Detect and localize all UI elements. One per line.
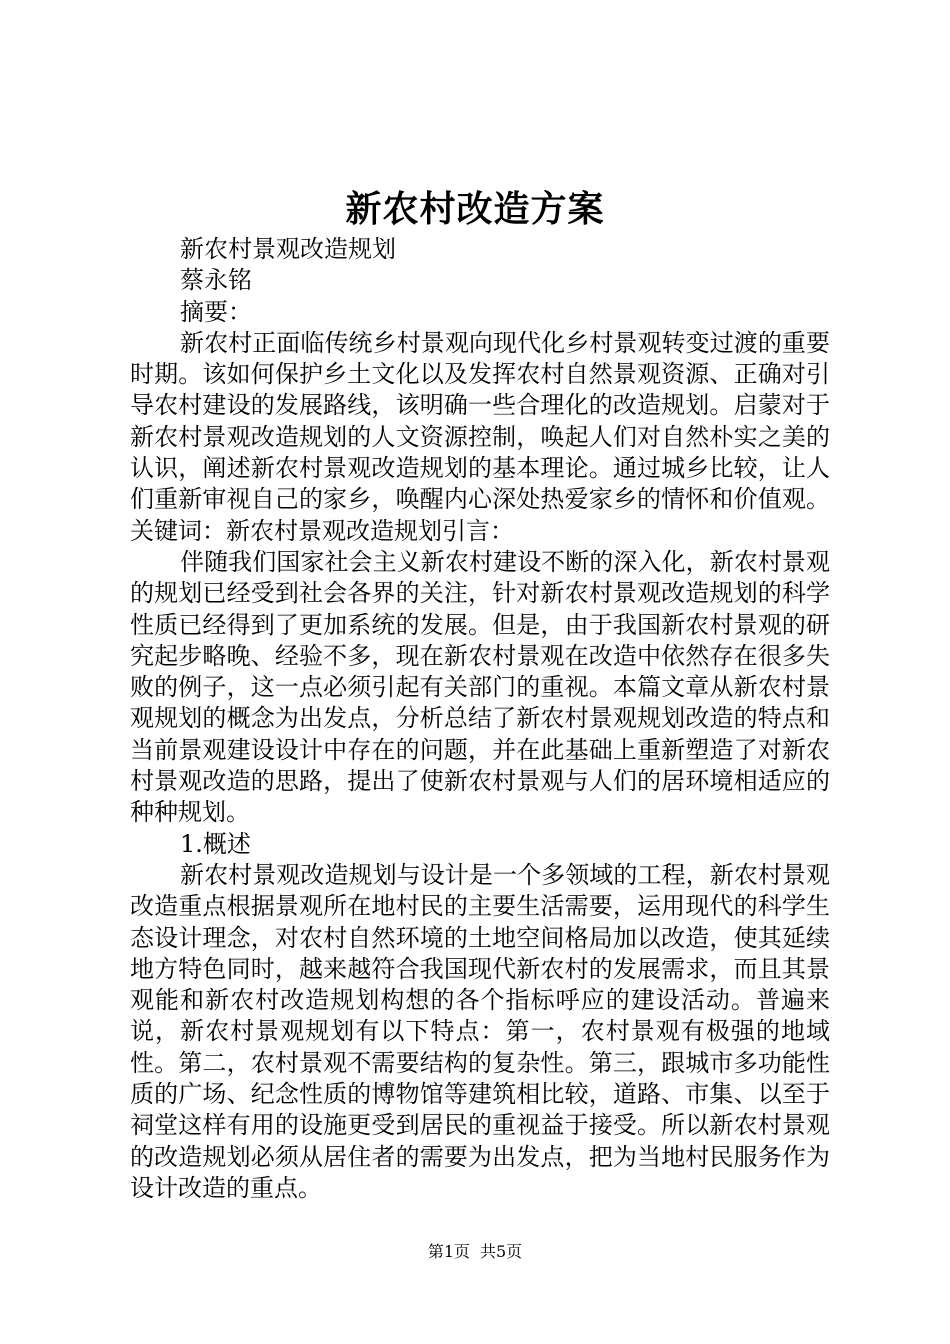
overview-paragraph: 新农村景观改造规划与设计是一个多领域的工程，新农村景观改造重点根据景观所在地村民的主要生活需要，运用现代的科学生态设计理念，对农村自然环境的土地空间格局加以改造，使其延续地方特色同时，越来越符合我国现代新农村的发展需求，而且其景观能和新农村改造规划构想的各个指标呼应的建设活动。普遍来说，新农村景观规划有以下特点：第一，农村景观有极强的地域性。第二，农村景观不需要结构的复杂性。第三，跟城市多功能性质的广场、纪念性质的博物馆等建筑相比较，道路、市集、以至于祠堂这样有用的设施更受到居民的重视益于接受。所以新农村景观的改造规划必须从居住者的需要为出发点，把为当地村民服务作为设计改造的重点。	[130, 860, 830, 1202]
page-number: 第1页	[427, 1242, 470, 1261]
page-footer	[0, 1242, 950, 1262]
abstract-paragraph: 新农村正面临传统乡村景观向现代化乡村景观转变过渡的重要时期。该如何保护乡土文化以及发挥农村自然景观资源、正确对引导农村建设的发展路线，该明确一些合理化的改造规划。启蒙对于新农村景观改造规划的人文资源控制，唤起人们对自然朴实之美的认识，阐述新农村景观改造规划的基本理论。通过城乡比较，让人们重新审视自己的家乡，唤醒内心深处热爱家乡的情怀和价值观。关键词：新农村景观改造规划引言：	[130, 328, 830, 545]
intro-paragraph: 伴随我们国家社会主义新农村建设不断的深入化，新农村景观的规划已经受到社会各界的关注，针对新农村景观改造规划的科学性质已经得到了更加系统的发展。但是，由于我国新农村景观的研究起步略晚、经验不多，现在新农村景观在改造中依然存在很多失败的例子，这一点必须引起有关部门的重视。本篇文章从新农村景观规划的概念为出发点，分析总结了新农村景观规划改造的特点和当前景观建设设计中存在的问题，并在此基础上重新塑造了对新农村景观改造的思路，提出了使新农村景观与人们的居环境相适应的种种规划。	[130, 547, 830, 827]
page-total: 共5页	[480, 1242, 523, 1261]
subtitle-line: 新农村景观改造规划	[180, 235, 396, 263]
section-heading-overview: 1.概述	[180, 829, 251, 858]
abstract-label: 摘要：	[180, 297, 252, 326]
document-title: 新农村改造方案	[345, 188, 605, 230]
document-body	[130, 234, 830, 1204]
author-line: 蔡永铭	[180, 266, 252, 295]
